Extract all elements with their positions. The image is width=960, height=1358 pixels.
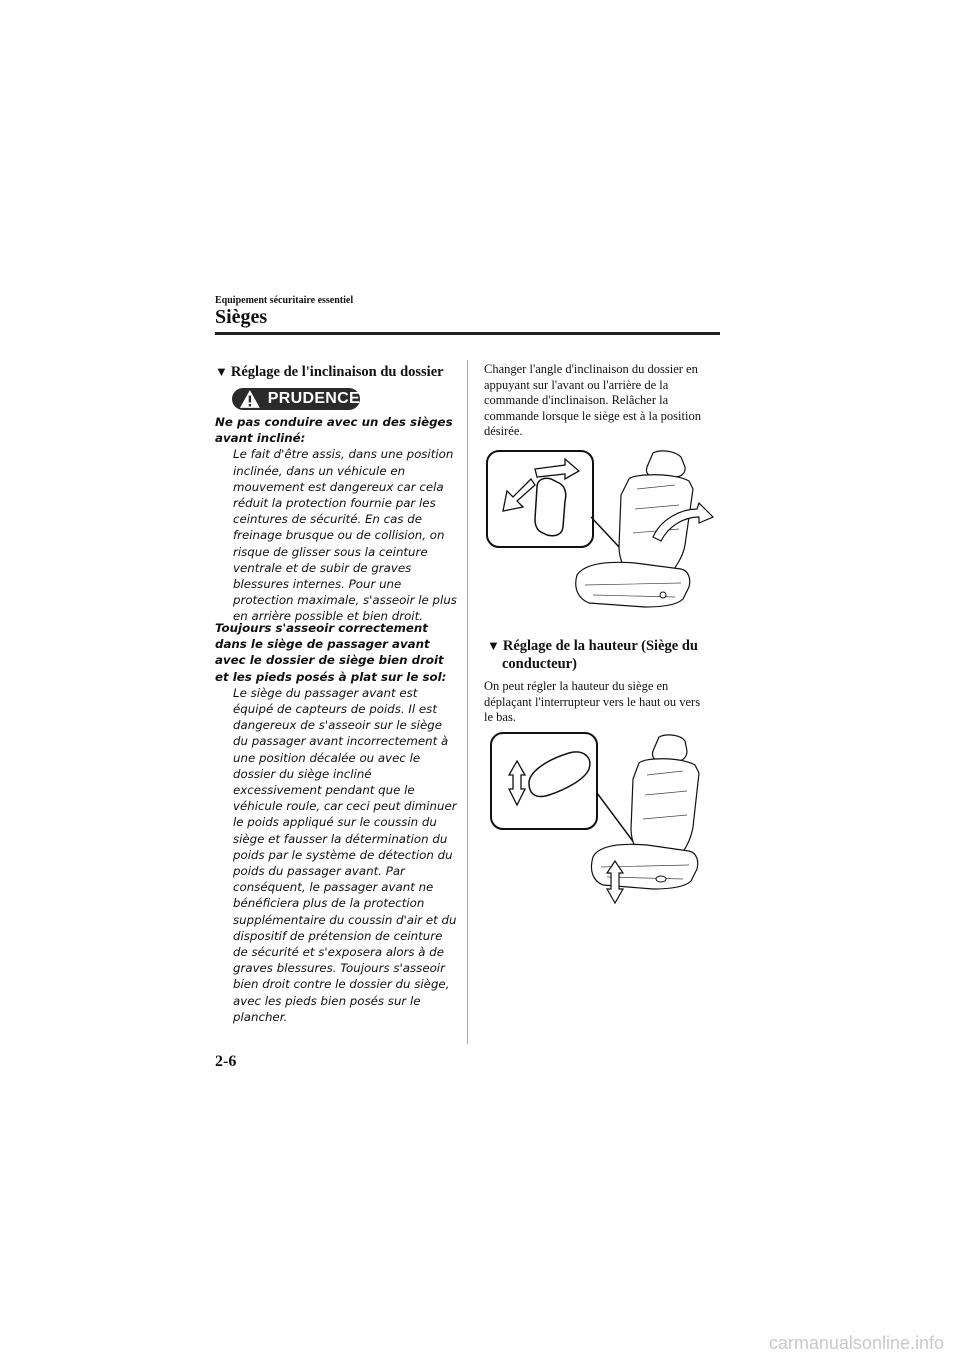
heading-height-line2: conducteur) [502, 656, 577, 672]
heading-recline-text: Réglage de l'inclinaison du dossier [230, 364, 444, 380]
heading-height-line1: Réglage de la hauteur (Siège du [502, 638, 698, 654]
height-instructions: On peut régler la hauteur du siège en déplaçant l'interrupteur vers le haut ou vers le bas. [484, 679, 701, 724]
watermark: carmanualsonline.info [768, 1333, 944, 1353]
recline-instructions: Changer l'angle d'inclinaison du dossier en appuyant sur l'avant ou l'arrière de la commande d'inclinaison. Relâcher la commande lorsque le siège est à la position désirée. [484, 362, 701, 438]
title-rule [215, 332, 720, 335]
caution-label: PRUDENCE [267, 390, 360, 407]
page-title: Sièges [215, 306, 268, 328]
warning-block-posture [215, 620, 460, 1025]
height-switch-illustration [489, 731, 715, 906]
warning-lead: Ne pas conduire avec un des sièges avant incliné: [215, 415, 453, 446]
column-divider [467, 360, 468, 1044]
warning-lead: Toujours s'asseoir correctement dans le siège de passager avant avec le dossier de siège bien droit et les pieds posés à plat sur le sol: [215, 621, 447, 684]
warning-body: Le fait d'être assis, dans une position inclinée, dans un véhicule en mouvement est dangereux car cela réduit la protection fournie par les ceintures de sécurité. En cas de freinage brusque ou de collision, on risque de glisser sous la ceinture ventrale et de subir de graves blessures internes. Pour une protection maximale, s'asseoir le plus en arrière possible et bien droit. [233, 447, 457, 624]
heading-height [487, 637, 717, 673]
triangle-down-icon: ▼ [487, 638, 500, 653]
warning-triangle-icon [238, 388, 262, 410]
warning-block-recline [215, 414, 460, 625]
recline-lever-illustration [485, 449, 725, 609]
heading-recline [215, 363, 460, 381]
caution-badge [232, 388, 360, 410]
warning-body: Le siège du passager avant est équipé de capteurs de poids. Il est dangereux de s'asseoir sur le siège du passager avant incorrectement à une position décalée ou avec le dossier du siège incliné excessivement pendant que le véhicule roule, car ceci peut diminuer le poids appliqué sur le coussin du siège et fausser la détermination du poids par le système de détection du poids du passager avant. Par conséquent, le passager avant ne bénéficiera plus de la protection supplémentaire du coussin d'air et du dispositif de prétension de ceinture de sécurité et s'exposera alors à de graves blessures. Toujours s'asseoir bien droit contre le dossier du siège, avec les pieds bien posés sur le plancher. [233, 685, 457, 1024]
triangle-down-icon: ▼ [215, 364, 228, 379]
page-number: 2-6 [215, 1053, 237, 1070]
section-label: Equipement sécuritaire essentiel [215, 295, 354, 306]
